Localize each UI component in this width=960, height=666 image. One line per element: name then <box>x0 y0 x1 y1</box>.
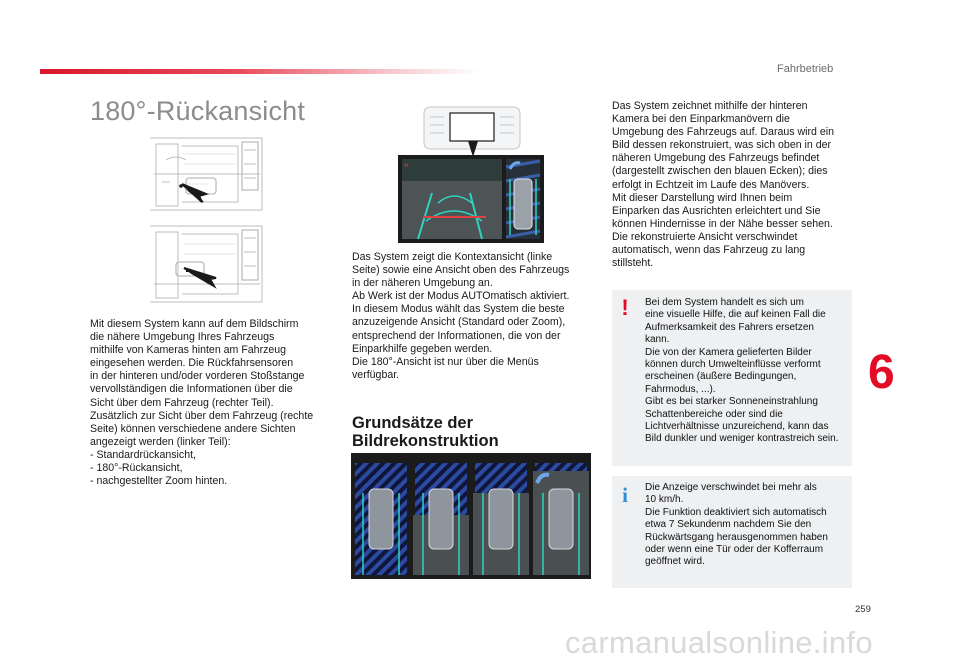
page-number: 259 <box>855 604 871 615</box>
warning-text: Bei dem System handelt es sich um eine visuelle Hilfe, die auf keinen Fall die Aufmerksamkeit des Fahrers ersetzen kann. Die von der Kamera gelieferten Bilder können durch Umwelteinflüsse verformt erscheinen (äußere Bedingungen, Fahrmodus, ...). Gibt es bei starker Sonneneinstrahlung Schattenbereiche oder sind die Lichtverhältnisse unzureichend, kann das Bild dunkler und weniger kontrastreich sein. <box>645 297 839 445</box>
chapter-number: 6 <box>868 346 895 399</box>
exclamation-icon: ! <box>621 295 629 320</box>
svg-text:×: × <box>404 161 409 170</box>
context-view-paragraph: Das System zeigt die Kontextansicht (linke Seite) sowie eine Ansicht oben des Fahrzeugs in der näheren Umgebung an. Ab Werk ist der Modus AUTOmatisch aktiviert. In diesem Modus wählt das System die beste anzuzeigende Ansicht (Standard oder Zoom), entsprechend der Informationen, die von der Einparkhilfe gegeben werden. Die 180°-Ansicht ist nur über die Menüs verfügbar. <box>352 251 570 381</box>
info-icon: i <box>622 483 628 507</box>
reconstruction-paragraph: Das System zeichnet mithilfe der hinteren Kamera bei den Einparkmanövern die Umgebung des Fahrzeugs auf. Daraus wird ein Bild dessen rekonstruiert, was sich oben in der näheren Umgebung des Fahrzeugs befindet (dargestellt zwischen den blauen Ecken); dies erfolgt in Echtzeit im Laufe des Manövers. Mit dieser Darstellung wird Ihnen beim Einparken das Ausrichten erleichtert und Sie können Hindernisse in der Nähe besser sehen. Die rekonstruierte Ansicht verschwindet automatisch, wenn das Fahrzeug zu lang stillsteht. <box>612 100 834 270</box>
subheading <box>352 414 602 450</box>
intro-paragraph: Mit diesem System kann auf dem Bildschirm die nähere Umgebung Ihres Fahrzeugs mithilfe von Kameras hinten am Fahrzeug eingesehen werden. Die Rückfahrsensoren in der hinteren und/oder vorderen Stoßstange vervollständigen die Informationen über die Sicht über dem Fahrzeug (rechter Teil). Zusätzlich zur Sicht über dem Fahrzeug (rechte Seite) können verschiedene andere Sichten angezeigt werden (linker Teil): - Standardrückansicht, - 180°-Rückansicht, - nachgestellter Zoom hinten. <box>90 318 314 488</box>
section-title: Fahrbetrieb <box>777 63 834 75</box>
watermark: carmanualsonline.info <box>565 625 873 660</box>
subheading-line-1: Grundsätze der <box>352 414 474 432</box>
page-title: 180°-Rückansicht <box>90 96 306 126</box>
subheading-line-2: Bildrekonstruktion <box>352 432 499 450</box>
header-accent-bar <box>40 69 480 74</box>
reconstruction-sequence-illustration <box>351 453 591 579</box>
display-screen-illustration <box>398 105 546 245</box>
van-rear-camera-illustration <box>148 134 266 306</box>
info-text: Die Anzeige verschwindet bei mehr als 10 km/h. Die Funktion deaktiviert sich automatisch etwa 7 Sekundenm nachdem Sie den Rückwärtsgang herausgenommen haben oder wenn eine Tür oder der Kofferraum geöffnet wird. <box>645 482 828 568</box>
